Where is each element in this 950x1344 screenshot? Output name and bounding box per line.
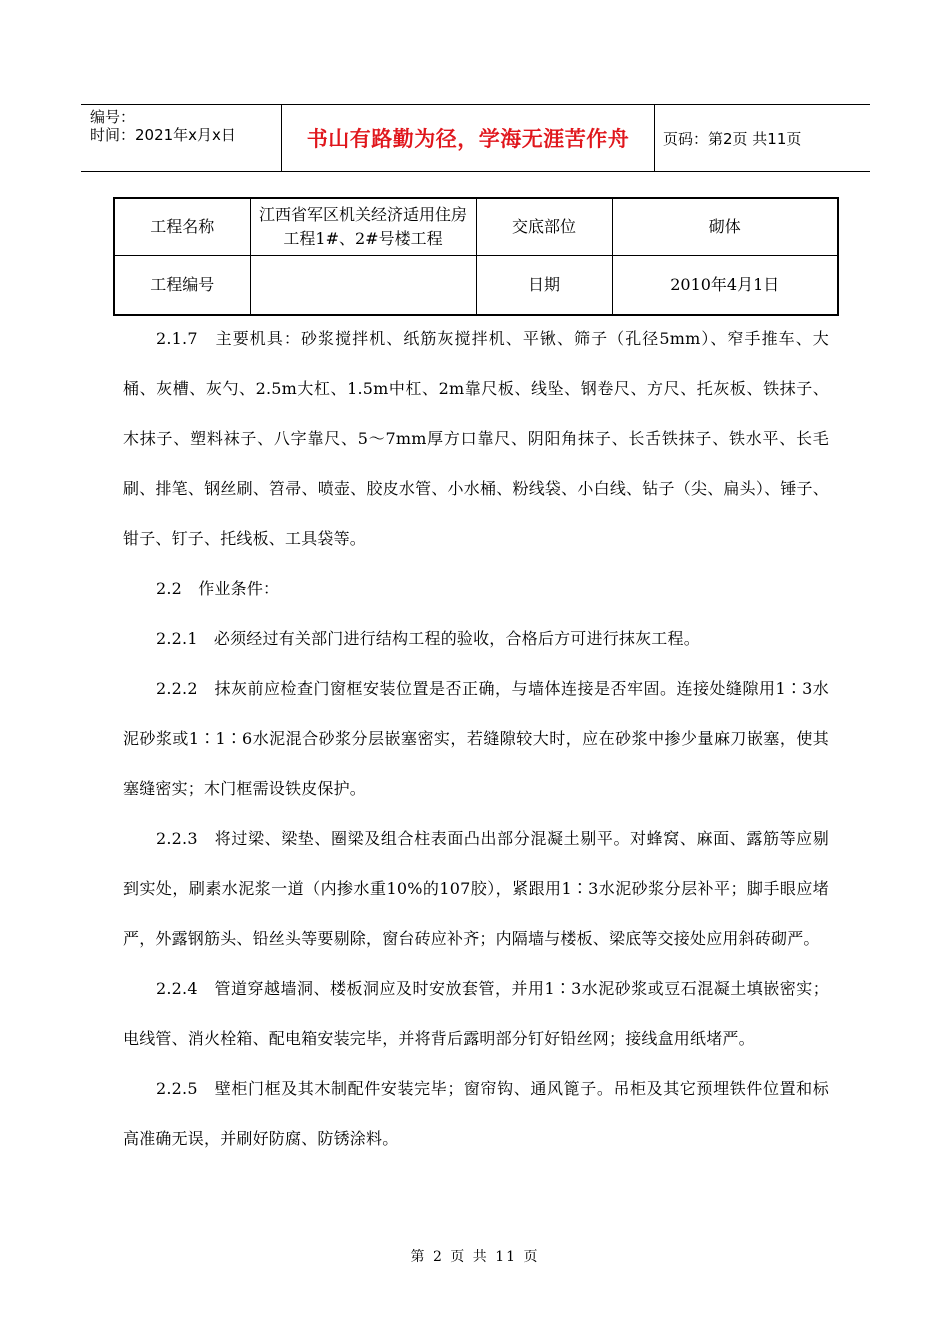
date-label: 日期 xyxy=(476,256,612,316)
paragraph-2-2-3: 2.2.3 将过梁、梁垫、圈梁及组合柱表面凸出部分混凝土剔平。对蜂窝、麻面、露筋等应剔到实处，刷素水泥浆一道（内掺水重10%的107胶），紧跟用1∶3水泥砂浆分层补平；脚手眼应堵严，外露钢筋头、铅丝头等要剔除，窗台砖应补齐；内隔墙与楼板、梁底等交接处应用斜砖砌严。 xyxy=(123,829,829,948)
serial-number-label: 编号： xyxy=(90,108,136,126)
paragraph-2-2-2: 2.2.2 抹灰前应检查门窗框安装位置是否正确，与墙体连接是否牢固。连接处缝隙用1∶3水泥砂浆或1∶1∶6水泥混合砂浆分层嵌塞密实，若缝隙较大时，应在砂浆中掺少量麻刀嵌塞，使其塞缝密实；木门框需设铁皮保护。 xyxy=(123,679,829,798)
project-name-label: 工程名称 xyxy=(114,198,250,256)
paragraph-2-1-7: 2.1.7 主要机具：砂浆搅拌机、纸筋灰搅拌机、平锹、筛子（孔径5mm）、窄手推车、大桶、灰槽、灰勺、2.5m大杠、1.5m中杠、2m靠尺板、线坠、钢卷尺、方尺、托灰板、铁抹子、木抹子、塑料袜子、八字靠尺、5～7mm厚方口靠尺、阴阳角抹子、长舌铁抹子、铁水平、长毛刷、排笔、钢丝刷、笤帚、喷壶、胶皮水管、小水桶、粉线袋、小白线、钻子（尖、扁头）、锤子、钳子、钉子、托线板、工具袋等。 xyxy=(123,329,829,548)
paragraph-2-2: 2.2 作业条件： xyxy=(156,579,280,598)
project-name-value: 江西省军区机关经济适用住房工程1#、2#号楼工程 xyxy=(250,198,476,256)
header-meta xyxy=(81,105,282,171)
disclosure-part-value: 砌体 xyxy=(612,198,838,256)
paragraph-2-2-4: 2.2.4 管道穿越墙洞、楼板洞应及时安放套管，并用1∶3水泥砂浆或豆石混凝土填嵌密实；电线管、消火栓箱、配电箱安装完毕，并将背后露明部分钉好铅丝网；接线盒用纸堵严。 xyxy=(123,979,829,1048)
project-number-value xyxy=(250,256,476,316)
time-label: 时间：2021年x月x日 xyxy=(90,126,236,144)
disclosure-part-label: 交底部位 xyxy=(476,198,612,256)
project-info-table xyxy=(113,197,839,316)
table-row xyxy=(114,198,838,256)
project-number-label: 工程编号 xyxy=(114,256,250,316)
document-header xyxy=(81,104,870,172)
paragraph-2-2-1: 2.2.1 必须经过有关部门进行结构工程的验收，合格后方可进行抹灰工程。 xyxy=(156,629,700,648)
table-row xyxy=(114,256,838,316)
header-motto: 书山有路勤为径，学海无涯苦作舟 xyxy=(282,105,655,171)
document-body xyxy=(123,314,829,1164)
page-footer: 第 2 页 共 11 页 xyxy=(410,1249,540,1265)
date-value: 2010年4月1日 xyxy=(612,256,838,316)
header-page-info: 页码：第2页 共11页 xyxy=(663,129,802,148)
paragraph-2-2-5: 2.2.5 壁柜门框及其木制配件安装完毕；窗帘钩、通风篦子。吊柜及其它预埋铁件位置和标高准确无误，并刷好防腐、防锈涂料。 xyxy=(123,1079,829,1148)
